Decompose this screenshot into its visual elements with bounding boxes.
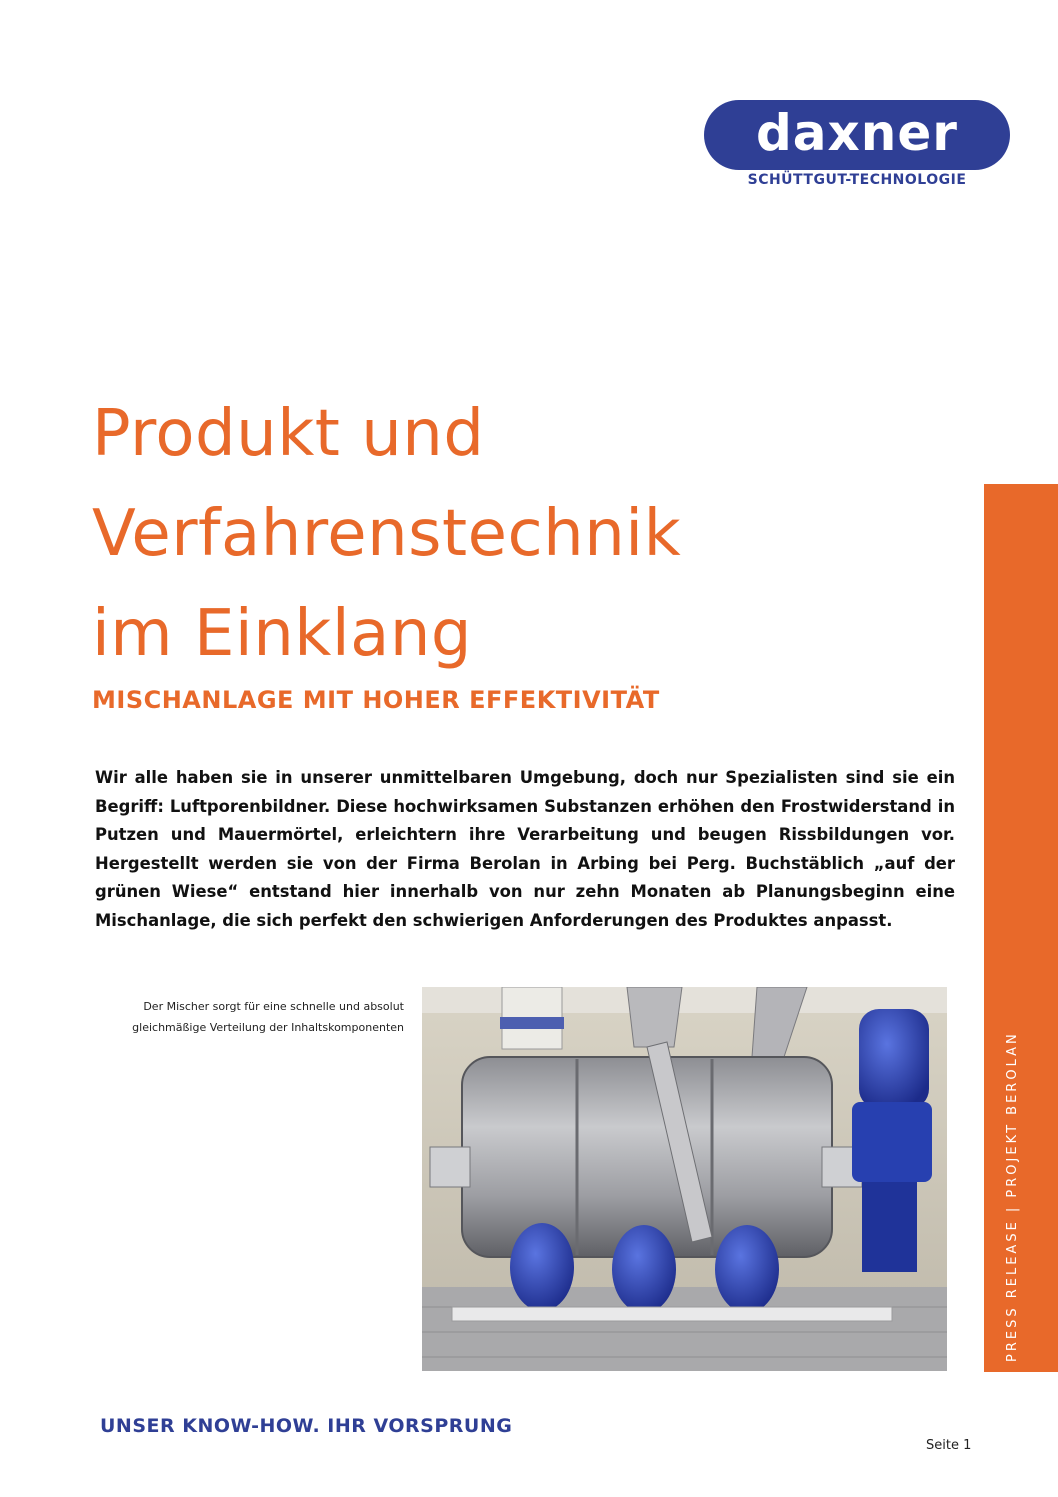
footer-slogan: UNSER KNOW-HOW. IHR VORSPRUNG bbox=[100, 1415, 513, 1437]
intro-paragraph: Wir alle haben sie in unserer unmittelbaren Umgebung, doch nur Spezialisten sind sie ein Begriff: Luftporenbildner. Diese hochwirksamen Substanzen erhöhen den Frostwiderstand in Putzen und Mauermörtel, erleichtern ihre Verarbeitung und beugen Rissbildungen vor. Hergestellt werden sie von der Firma Berolan in Arbing bei Perg. Buchstäblich „auf der grünen Wiese“ entstand hier innerhalb von nur zehn Monaten ab Planungsbeginn eine Mischanlage, die sich perfekt den schwierigen Anforderungen des Produktes anpasst. bbox=[95, 768, 955, 930]
pump-motors bbox=[510, 1223, 779, 1313]
page-number: Seite 1 bbox=[926, 1438, 972, 1453]
mixer-photo bbox=[422, 987, 947, 1371]
title-line-3: im Einklang bbox=[92, 597, 472, 671]
title-line-1: Produkt und bbox=[92, 397, 485, 471]
logo-tagline: SCHÜTTGUT-TECHNOLOGIE bbox=[747, 172, 967, 188]
logo-wordmark: daxner bbox=[756, 104, 958, 162]
page-title bbox=[92, 384, 912, 684]
mixer-illustration bbox=[422, 987, 947, 1371]
title-line-2: Verfahrenstechnik bbox=[92, 497, 682, 571]
daxner-logo bbox=[704, 100, 1010, 170]
orange-sidebar bbox=[984, 484, 1058, 1372]
sidebar-label: PRESS RELEASE | PROJEKT BEROLAN bbox=[1005, 1031, 1020, 1362]
figure-caption: Der Mischer sorgt für eine schnelle und absolut gleichmäßige Verteilung der Inhaltskomponenten bbox=[132, 1000, 404, 1034]
subtitle: MISCHANLAGE MIT HOHER EFFEKTIVITÄT bbox=[92, 686, 660, 714]
